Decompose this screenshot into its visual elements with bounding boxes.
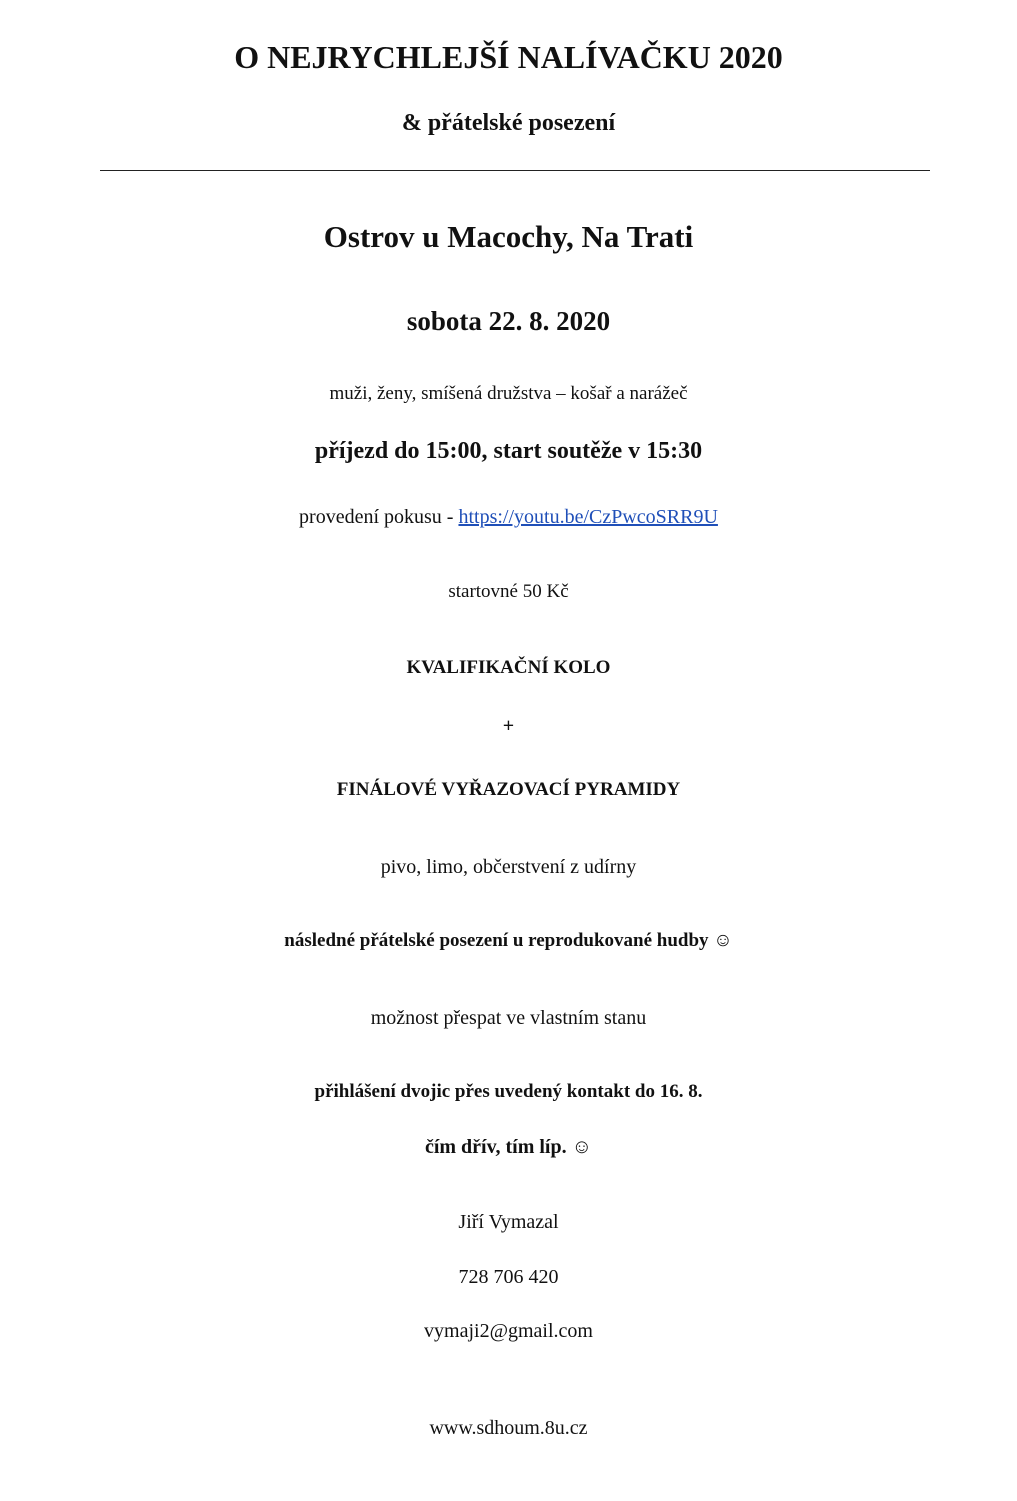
- refreshments: pivo, limo, občerstvení z udírny: [380, 856, 637, 878]
- demo-line: [0, 505, 1017, 529]
- plus-sign: +: [502, 715, 515, 737]
- page-title: O NEJRYCHLEJŠÍ NALÍVAČKU 2020: [234, 39, 783, 75]
- qualification-round: KVALIFIKAČNÍ KOLO: [406, 657, 611, 678]
- divider: [100, 170, 930, 171]
- final-round: FINÁLOVÉ VYŘAZOVACÍ PYRAMIDY: [336, 779, 681, 800]
- demo-label: provedení pokusu -: [299, 506, 459, 528]
- event-date: sobota 22. 8. 2020: [406, 306, 611, 336]
- event-arrival: příjezd do 15:00, start soutěže v 15:30: [314, 438, 703, 464]
- contact-website: www.sdhoum.8u.cz: [429, 1417, 588, 1439]
- page-subtitle: & přátelské posezení: [401, 110, 616, 136]
- event-fee: startovné 50 Kč: [448, 581, 569, 602]
- registration: přihlášení dvojic přes uvedený kontakt do 16. 8.: [314, 1081, 703, 1102]
- camping: možnost přespat ve vlastním stanu: [370, 1007, 647, 1029]
- event-location: Ostrov u Macochy, Na Trati: [323, 219, 694, 254]
- contact-phone: 728 706 420: [458, 1266, 559, 1288]
- contact-email: vymaji2@gmail.com: [424, 1320, 593, 1342]
- contact-name: Jiří Vymazal: [458, 1211, 559, 1233]
- afterparty: následné přátelské posezení u reprodukované hudby ☺: [284, 930, 733, 951]
- demo-video-link[interactable]: https://youtu.be/CzPwcoSRR9U: [458, 506, 718, 528]
- slogan: čím dřív, tím líp. ☺: [424, 1136, 593, 1158]
- event-categories: muži, ženy, smíšená družstva – košař a narážeč: [329, 383, 688, 404]
